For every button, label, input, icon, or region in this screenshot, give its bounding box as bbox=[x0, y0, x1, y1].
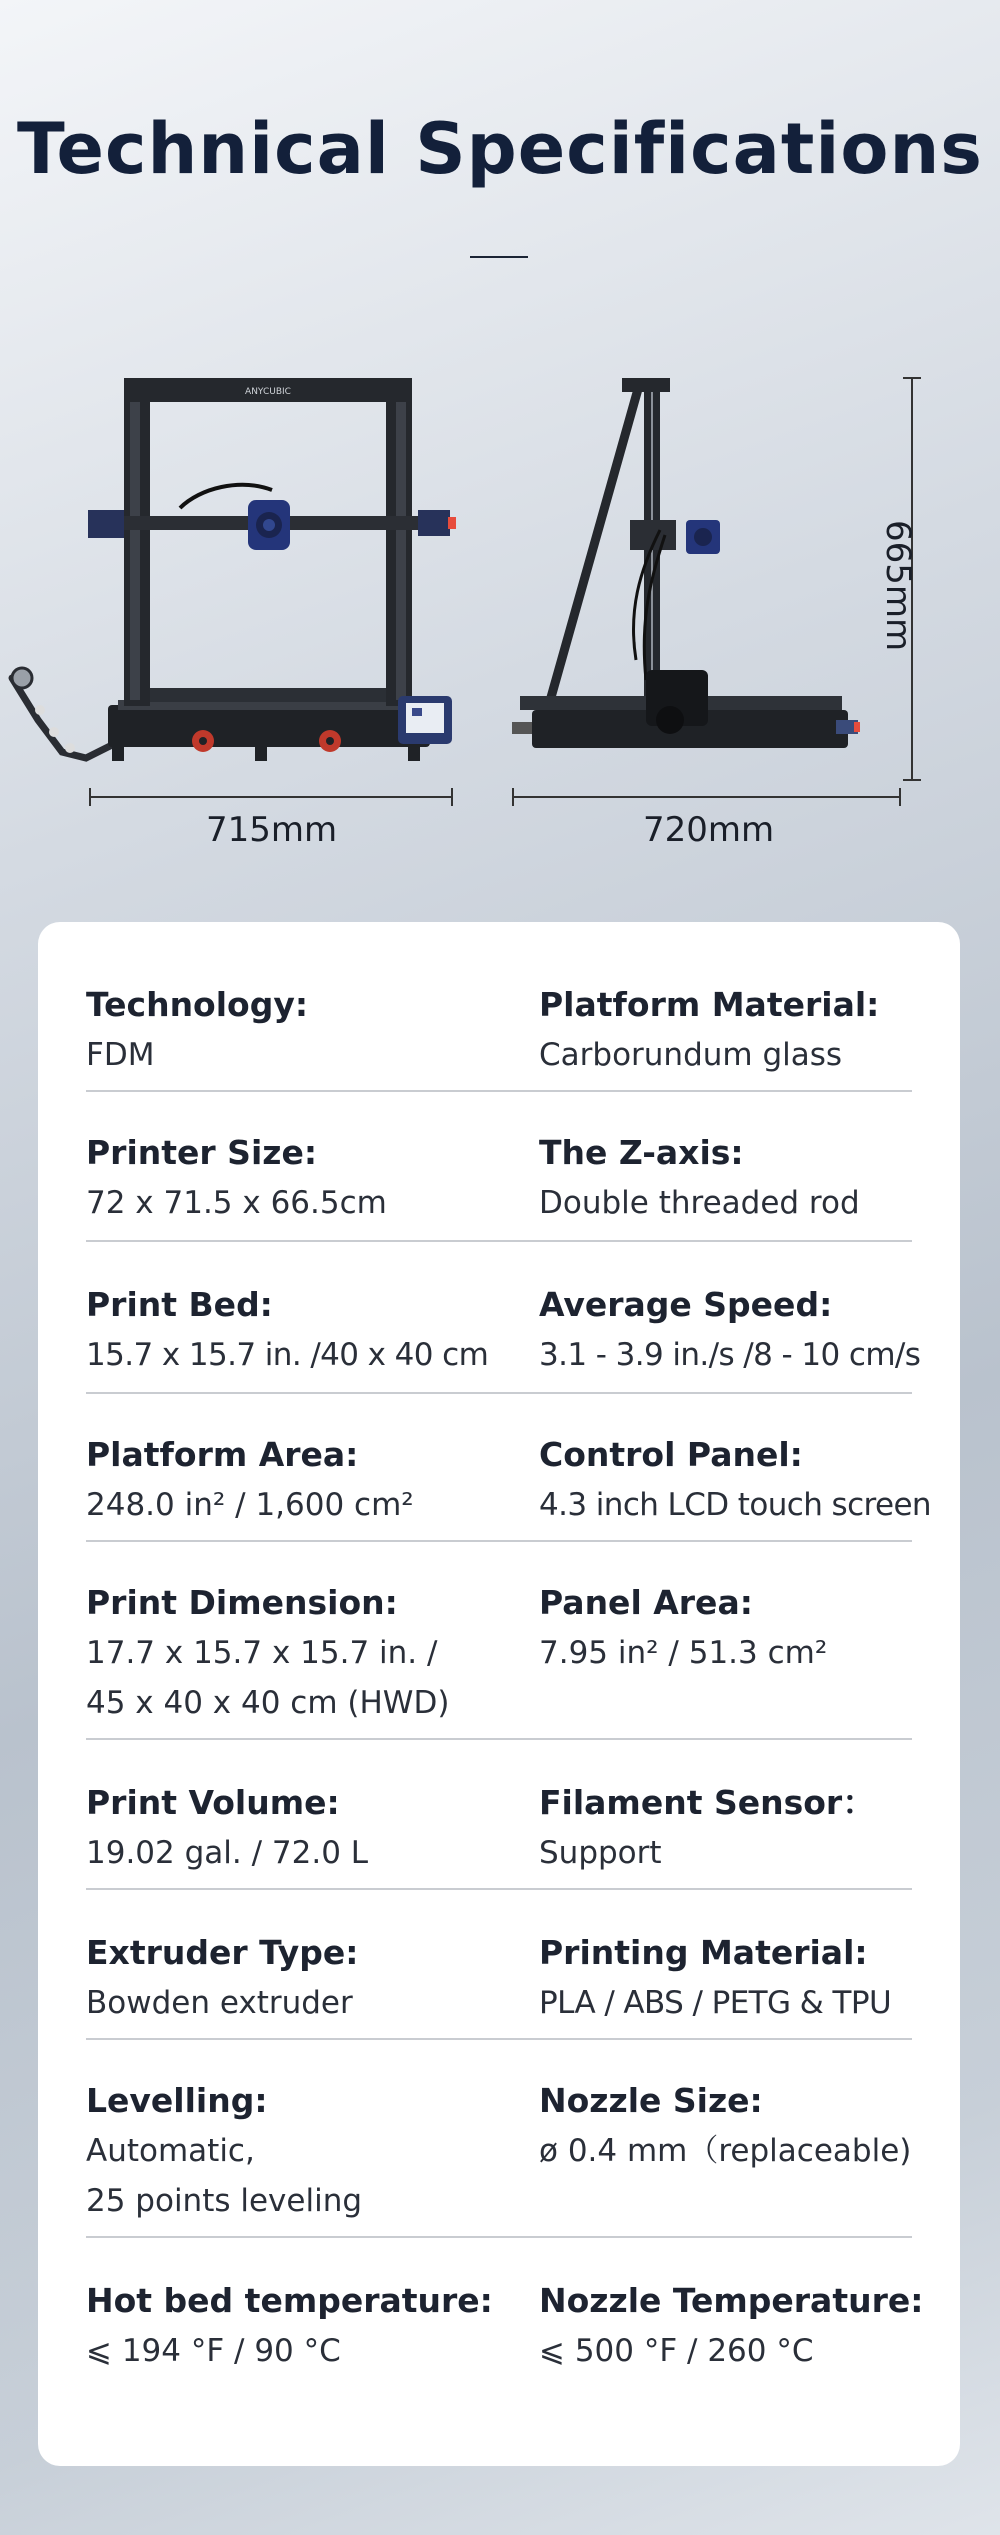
spec-value: ⩽ 500 °F / 260 °C bbox=[539, 2333, 814, 2369]
spec-item bbox=[539, 1128, 939, 1228]
spec-value: Automatic, 25 points leveling bbox=[86, 2133, 363, 2219]
spec-value: 248.0 in² / 1,600 cm² bbox=[86, 1487, 414, 1523]
spec-label: Printer Size: bbox=[86, 1133, 318, 1172]
spec-item bbox=[539, 2076, 939, 2176]
height-label: 665mm bbox=[878, 520, 918, 652]
spec-value: 72 x 71.5 x 66.5cm bbox=[86, 1185, 387, 1221]
spec-row bbox=[86, 1778, 912, 1890]
spec-item bbox=[86, 1280, 526, 1380]
spec-row bbox=[86, 1128, 912, 1242]
spec-row bbox=[86, 1430, 931, 1542]
spec-value: 17.7 x 15.7 x 15.7 in. / 45 x 40 x 40 cm (HWD) bbox=[86, 1635, 450, 1721]
spec-item bbox=[86, 2076, 526, 2226]
spec-label: Platform Area: bbox=[86, 1435, 359, 1474]
printer-front-view bbox=[12, 378, 456, 761]
spec-item bbox=[539, 1430, 939, 1530]
spec-row bbox=[86, 2076, 912, 2238]
spec-item bbox=[539, 1778, 939, 1878]
spec-value: ⩽ 194 °F / 90 °C bbox=[86, 2333, 341, 2369]
spec-label: Nozzle Size: bbox=[539, 2081, 763, 2120]
spec-item bbox=[86, 2276, 526, 2376]
spec-row bbox=[86, 1280, 921, 1394]
spec-label: Hot bed temperature: bbox=[86, 2281, 493, 2320]
spec-label: Nozzle Temperature: bbox=[539, 2281, 924, 2320]
spec-label: Average Speed: bbox=[539, 1285, 833, 1324]
printer-side-view bbox=[512, 378, 860, 748]
spec-item bbox=[539, 1578, 939, 1678]
spec-label: Print Volume: bbox=[86, 1783, 340, 1822]
spec-item bbox=[86, 1578, 526, 1728]
specs-card bbox=[38, 922, 960, 2466]
spec-row bbox=[86, 2276, 924, 2386]
spec-value: 19.02 gal. / 72.0 L bbox=[86, 1835, 369, 1871]
brand-logo: ANYCUBIC bbox=[245, 387, 291, 397]
spec-label: Print Dimension: bbox=[86, 1583, 398, 1622]
spec-label: Extruder Type: bbox=[86, 1933, 359, 1972]
spec-value: ø 0.4 mm（replaceable) bbox=[539, 2133, 912, 2169]
spec-value: Double threaded rod bbox=[539, 1185, 860, 1221]
spec-item bbox=[86, 1928, 526, 2028]
front-width-label: 715mm bbox=[206, 810, 338, 850]
spec-value: Support bbox=[539, 1835, 662, 1871]
spec-value: FDM bbox=[86, 1037, 155, 1073]
printer-illustration bbox=[0, 360, 1000, 860]
spec-value: Bowden extruder bbox=[86, 1985, 353, 2021]
spec-value: Carborundum glass bbox=[539, 1037, 843, 1073]
spec-label: Panel Area: bbox=[539, 1583, 753, 1622]
spec-item bbox=[539, 980, 939, 1080]
page-title: Technical Specifications bbox=[17, 108, 983, 190]
spec-value: PLA / ABS / PETG & TPU bbox=[539, 1985, 892, 2021]
spec-item bbox=[86, 1128, 526, 1228]
spec-label: Filament Sensor： bbox=[539, 1783, 876, 1822]
spec-label: Levelling: bbox=[86, 2081, 268, 2120]
spec-label: Control Panel: bbox=[539, 1435, 803, 1474]
spec-row bbox=[86, 1928, 912, 2040]
spec-item bbox=[86, 1778, 526, 1878]
spec-value: 15.7 x 15.7 in. /40 x 40 cm bbox=[86, 1337, 489, 1373]
printer-figure bbox=[0, 360, 1000, 860]
spec-item bbox=[86, 1430, 526, 1530]
spec-label: The Z-axis: bbox=[539, 1133, 744, 1172]
spec-label: Platform Material: bbox=[539, 985, 880, 1024]
spec-row bbox=[86, 980, 912, 1092]
spec-label: Technology: bbox=[86, 985, 309, 1024]
spec-label: Print Bed: bbox=[86, 1285, 273, 1324]
spec-item bbox=[539, 1280, 939, 1380]
spec-item bbox=[539, 2276, 939, 2376]
spec-value: 7.95 in² / 51.3 cm² bbox=[539, 1635, 828, 1671]
spec-row bbox=[86, 1578, 912, 1740]
spec-item bbox=[539, 1928, 939, 2028]
spec-item bbox=[86, 980, 526, 1080]
spec-label: Printing Material: bbox=[539, 1933, 868, 1972]
spec-value: 4.3 inch LCD touch screen bbox=[539, 1487, 931, 1523]
spec-value: 3.1 - 3.9 in./s /8 - 10 cm/s bbox=[539, 1337, 921, 1373]
side-width-label: 720mm bbox=[643, 810, 775, 850]
title-divider bbox=[470, 256, 528, 258]
